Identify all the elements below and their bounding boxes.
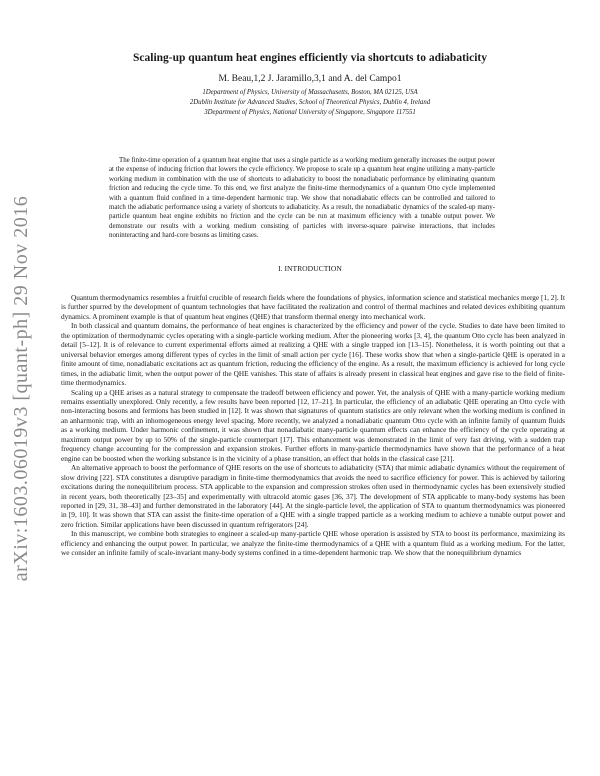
paragraph: In this manuscript, we combine both strategies to engineer a scaled-up many-particle QHE whose operation is assisted by STA to boost its performance, maximizing its efficiency and enhancing the output power. In particular, we analyze the finite-time thermodynamics of a QHE with a quantum fluid as a working medium. For the latter, we consider an infinite family of scale-invariant many-body systems confined in a time-dependent harmonic trap. We show that the nonequilibrium dynamics bbox=[61, 529, 565, 558]
affiliation-3: 3Department of Physics, National University of Singapore, Singapore 117551 bbox=[204, 109, 416, 116]
arxiv-identifier-sidebar bbox=[2, 0, 42, 776]
author-list: M. Beau,1,2 J. Jaramillo,3,1 and A. del Campo1 bbox=[218, 74, 402, 84]
section-heading: I. INTRODUCTION bbox=[278, 264, 342, 273]
body-text bbox=[61, 293, 565, 558]
paragraph: Scaling up a QHE arises as a natural strategy to compensate the tradeoff between efficiency and power. Yet, the analysis of QHE with a many-particle working medium remains essentially unexplored. Only recently, a few results have been reported [12, 17–21]. In particular, the efficiency of an adiabatic QHE operating an Otto cycle with non-interacting bosons and fermions has been studied in [12]. It was shown that signatures of quantum statistics are only relevant when the working medium is confined in an anharmonic trap, with an inhomogeneous energy level spacing. More recently, we analyzed a nonadiabatic quantum Otto cycle with an infinite family of quantum fluids as a working medium. Under harmonic confinement, it was shown that nonadiabatic many-particle quantum effects can enhance the efficiency of the cycle operating at maximum output power by up to 50% of the single-particle counterpart [17]. This enhancement was demonstrated in the limit of very fast driving, with a sudden trap frequency change accounting for the compression and expansion strokes. Further efforts in many-particle thermodynamics have shown that the performance of a heat engine can be boosted when the working substance is in the vicinity of a phase transition, an effect that holds in the classical case [21]. bbox=[61, 387, 565, 463]
paragraph: In both classical and quantum domains, the performance of heat engines is characterized by the efficiency and power of the cycle. Studies to date have been limited to the optimization of thermodynamic cycles operating with a single-particle working medium. After the pioneering works [3, 4], the quantum Otto cycle has been analyzed in detail [5–12]. It is of relevance to current experimental efforts aimed at realizing a QHE with a single trapped ion [13–15]. Nonetheless, it is worth pointing out that a universal behavior emerges among different types of cycles in the limit of small action per cycle [16]. These works show that when a single-particle QHE is operated in a finite amount of time, nonadiabatic excitations act as quantum friction, reducing the efficiency of the engine. As a result, the maximum efficiency is achieved for long cycle times, in the adiabatic limit, when the output power of the QHE vanishes. This state of affairs is already present in classical heat engines and gave rise to the field of finite-time thermodynamics. bbox=[61, 321, 565, 388]
arxiv-identifier: arXiv:1603.06019v3 [quant-ph] 29 Nov 2016 bbox=[10, 195, 33, 581]
abstract: The finite-time operation of a quantum heat engine that uses a single particle as a working medium generally increases the output power at the expense of inducing friction that lowers the cycle efficiency. We propose to scale up a quantum heat engine utilizing a many-particle working medium in combination with the use of shortcuts to adiabaticity to boost the nonadiabatic performance by eliminating quantum friction and reducing the cycle time. To this end, we first analyze the finite-time thermodynamics of a quantum Otto cycle implemented with a quantum fluid confined in a time-dependent harmonic trap. We show that nonadiabatic effects can be controlled and tailored to match the adiabatic performance using a variety of shortcuts to adiabaticity. As a result, the nonadiabatic dynamics of the scaled-up many-particle quantum heat engine exhibits no friction and the cycle can be run at maximum efficiency with a tunable output power. We demonstrate our results with a working medium consisting of particles with inverse-square pairwise interactions, that includes noninteracting and hard-core bosons as limiting cases. bbox=[109, 157, 495, 240]
paragraph: Quantum thermodynamics resembles a fruitful crucible of research fields where the foundations of physics, information science and statistical mechanics merge [1, 2]. It is further spurred by the development of quantum technologies that have facilitated the realization and control of thermal machines and related devices exhibiting quantum dynamics. A prominent example is that of quantum heat engines (QHE) that transform thermal energy into mechanical work. bbox=[61, 293, 565, 321]
affiliation-2: 2Dublin Institute for Advanced Studies, School of Theoretical Physics, Dublin 4, Ireland bbox=[189, 99, 431, 106]
affiliation-1: 1Department of Physics, University of Massachusetts, Boston, MA 02125, USA bbox=[202, 89, 418, 96]
paper-title: Scaling-up quantum heat engines efficiently via shortcuts to adiabaticity bbox=[133, 52, 487, 64]
paragraph: An alternative approach to boost the performance of QHE resorts on the use of shortcuts to adiabaticity (STA) that mimic adiabatic dynamics without the requirement of slow driving [22]. STA constitutes a disruptive paradigm in finite-time thermodynamics that avoids the need to sacrifice efficiency for power. This is achieved by tailoring excitations during the nonequilibrium process. STA applicable to the expansion and compression strokes often used in thermodynamic cycles has been extensively studied in recent years, both theoretically [23–35] and experimentally with ultracold atomic gases [36, 37]. The development of STA applicable to many-body systems has been reported in [29, 31, 38–43] and further demonstrated in the laboratory [44]. At the single-particle level, the application of STA to quantum thermodynamics was pioneered in [9, 10]. It was shown that STA can assist the finite-time operation of a QHE with a single trapped particle as a working medium to achieve a tunable output power and zero friction. Similar applications have been discussed in quantum refrigerators [24]. bbox=[61, 463, 565, 529]
